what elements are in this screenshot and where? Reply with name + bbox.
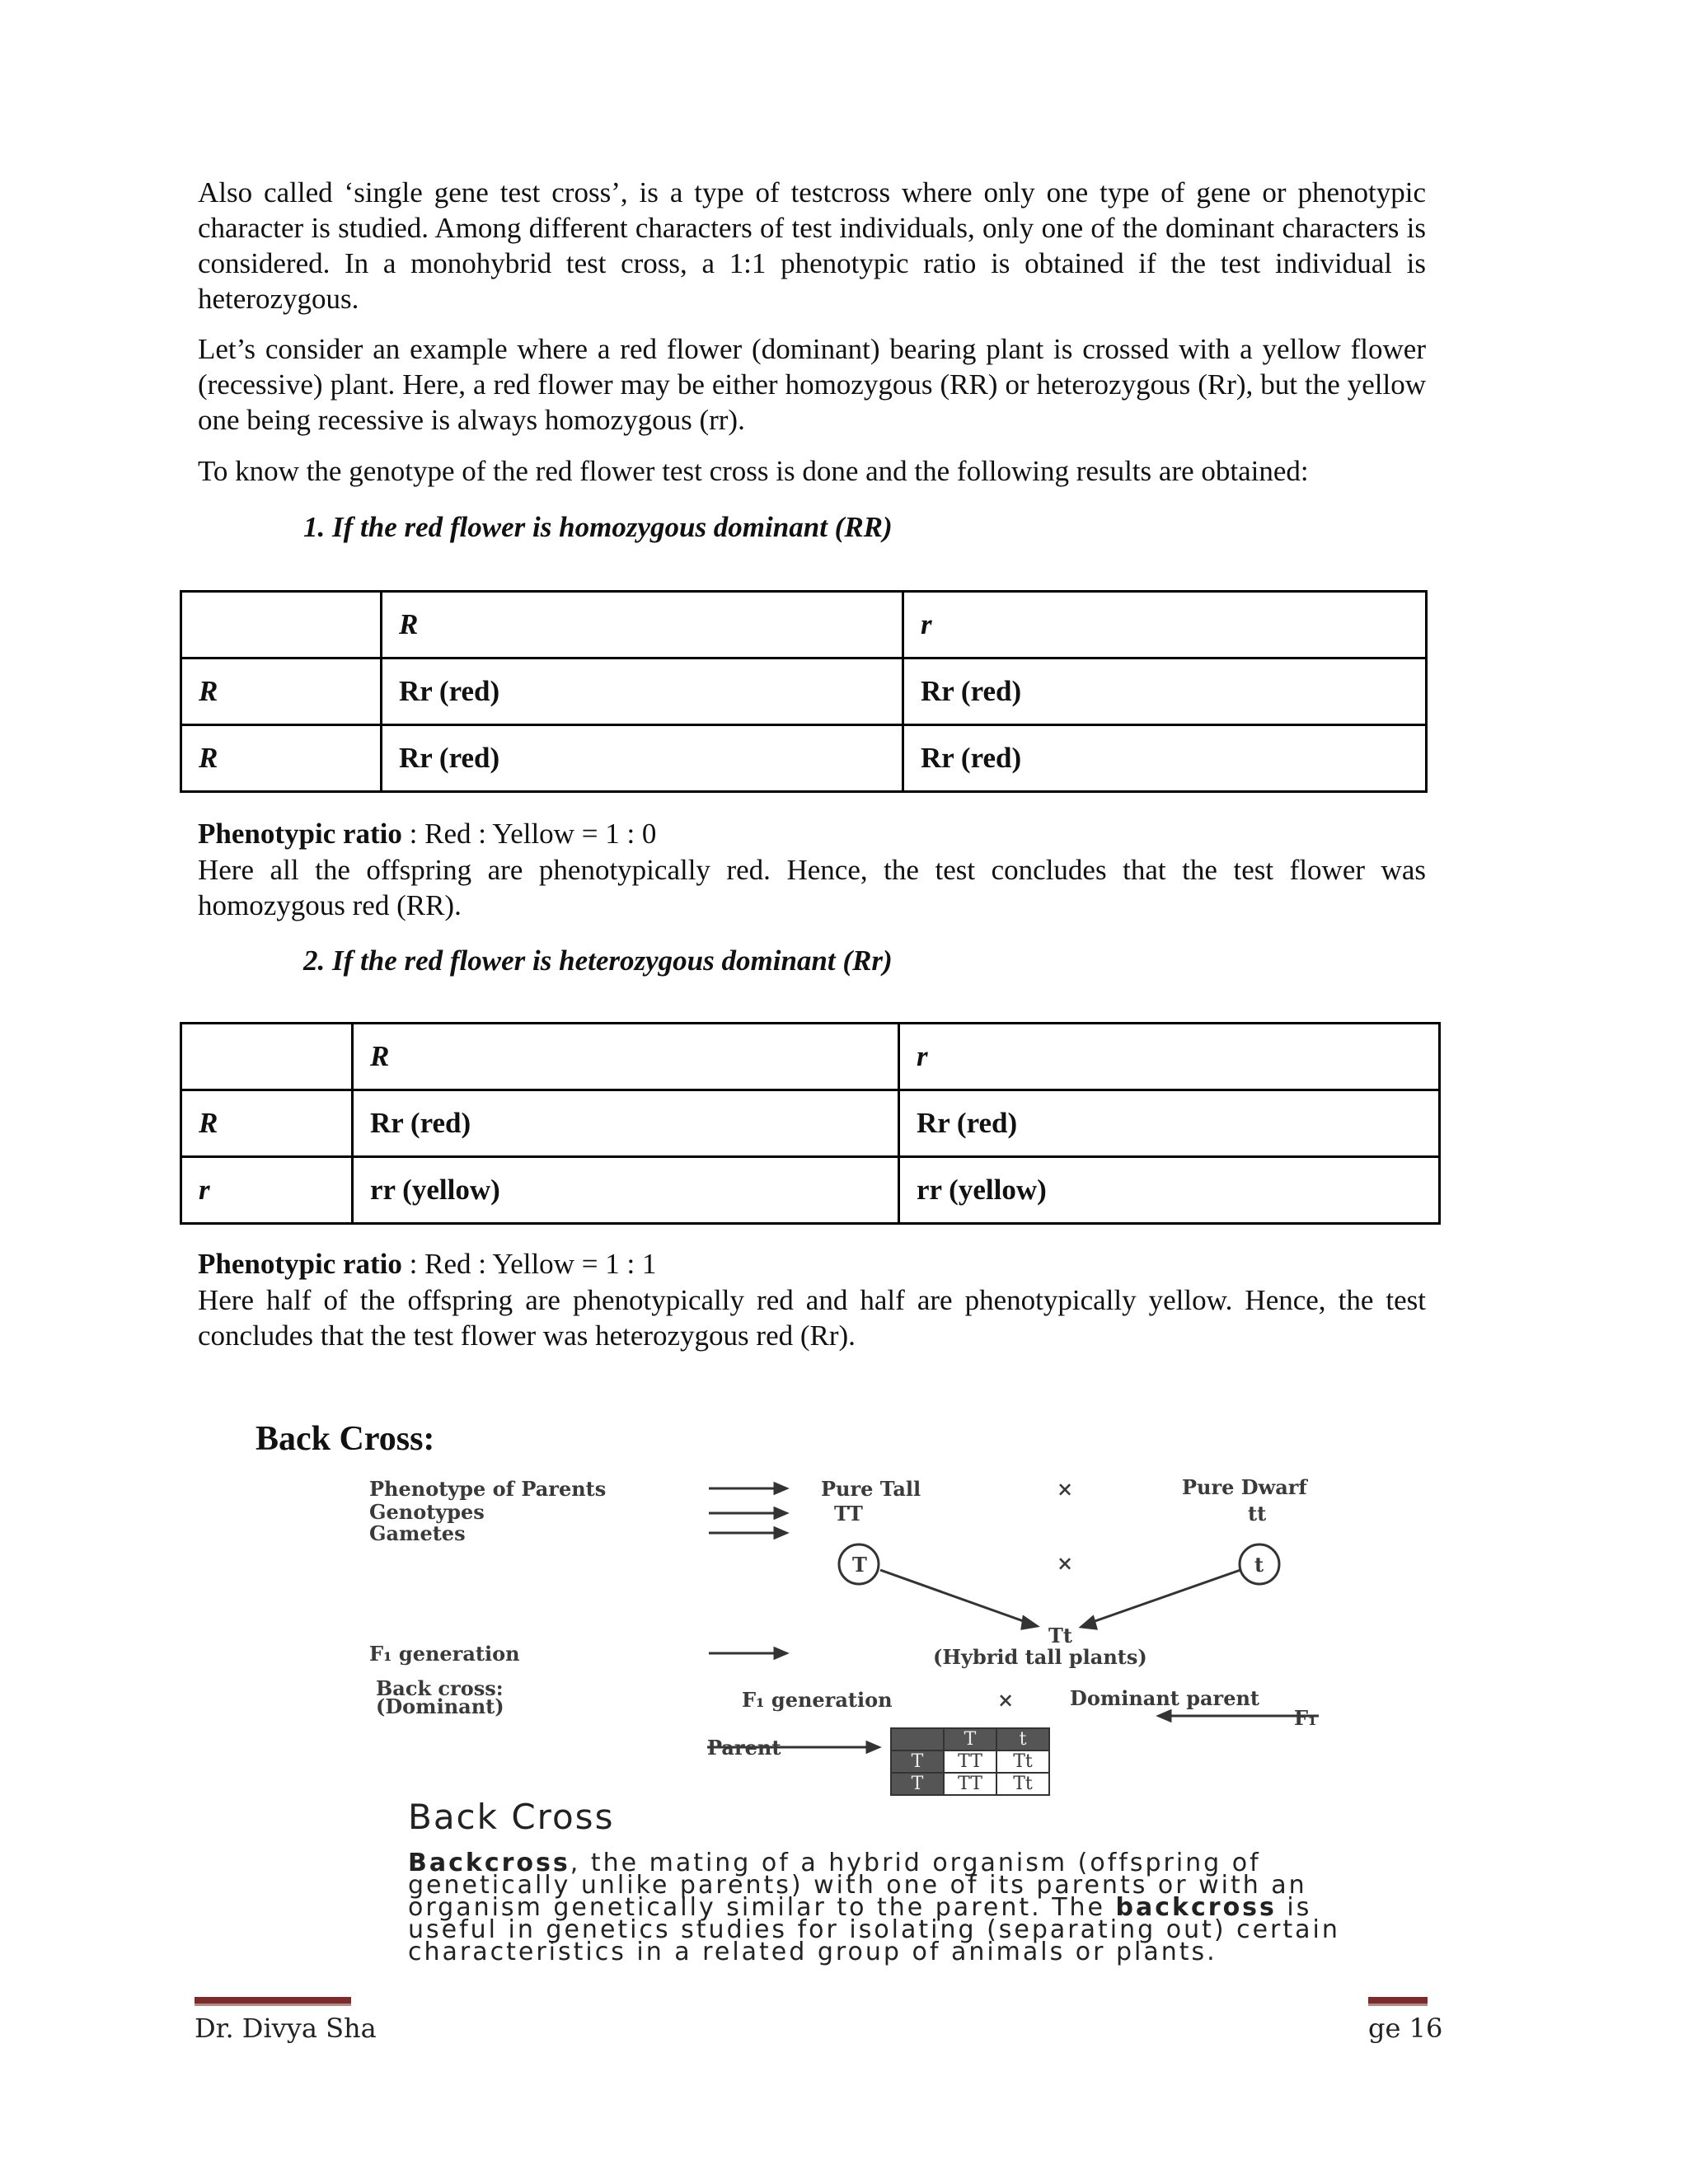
procedure-paragraph: To know the genotype of the red flower test cross is done and the following results are obtained: [198,455,1309,487]
f1-generation-label: F₁ generation [369,1642,520,1666]
case1-heading: 1. If the red flower is homozygous dominant (RR) [303,511,893,543]
table-cell: Rr (red) [382,725,903,792]
backcross-cross-sign: × [997,1688,1015,1712]
case2-punnett-table [180,1022,1441,1225]
grid-row [891,1750,1049,1773]
dwarf-gamete: t [1254,1553,1264,1577]
tall-gamete: T [852,1553,867,1577]
definition-body: , the mating of a hybrid organism (offspring of genetically unlike parents) with one of its parents or with an organism genetically similar to the parent. [408,1849,1307,1922]
intro-paragraph: Also called ‘single gene test cross’, is a type of testcross where only one type of gene or phenotypic character is studied. Among different characters of test individuals, only one of the dominant characters is considered. In a monohybrid test cross, a 1:1 phenotypic ratio is obtained if the test individual is heterozygous. [198,176,1426,315]
ratio-label: Phenotypic ratio [198,818,402,850]
backcross-definition [408,1797,1348,1966]
ratio-label: Phenotypic ratio [198,1248,402,1280]
case1-ratio [198,816,1426,851]
grid-row-header: T [891,1773,944,1795]
footer-rule-left [195,1997,351,2006]
f1-genotype: Tt [1048,1624,1072,1647]
example-paragraph: Let’s consider an example where a red flower (dominant) bearing plant is crossed with a yellow flower (recessive) plant. Here, a red flower may be either homozygous (RR) or heterozygous (Rr), but the yellow one being recessive is always homozygous (rr). [198,333,1426,436]
definition-text [408,1849,1348,1966]
definition-term-2: backcross [1115,1893,1277,1922]
phenotype-label: Phenotype of Parents [369,1477,607,1501]
table-cell: rr (yellow) [353,1157,899,1224]
grid-cell: Tt [996,1750,1049,1773]
pure-dwarf-label: Pure Dwarf [1182,1475,1307,1499]
col-header: r [899,1024,1440,1090]
tall-genotype: TT [834,1502,863,1526]
backcross-label: Back cross: [376,1676,504,1700]
table-cell: Rr (red) [382,658,903,725]
case1-punnett-table [180,590,1428,793]
table-row [181,725,1427,792]
case2-conclusion: Here half of the offspring are phenotypically red and half are phenotypically yellow. Hence, the test concludes that the test flower was heterozygous red (Rr). [198,1284,1426,1352]
corner-cell [181,592,382,658]
col-header: r [903,592,1427,658]
grid-col-header: t [996,1728,1049,1750]
dwarf-genotype: tt [1248,1502,1267,1526]
back-cross-title: Back Cross: [256,1420,435,1458]
table-cell: Rr (red) [903,725,1427,792]
pure-tall-label: Pure Tall [821,1477,921,1501]
definition-heading: Back Cross [408,1797,615,1837]
col-header: R [353,1024,899,1090]
grid-corner [891,1728,944,1750]
ratio-value: : Red : Yellow = 1 : 1 [401,1248,657,1280]
table-row [181,1157,1440,1224]
f1-description: (Hybrid tall plants) [933,1645,1147,1669]
grid-cell: TT [944,1750,996,1773]
grid-cell: TT [944,1773,996,1795]
gamete-cross-sign: × [1057,1551,1074,1575]
parent-label: Parent [707,1736,781,1760]
row-header: R [181,658,382,725]
grid-header-row [891,1728,1049,1750]
table-row [181,1090,1440,1157]
footer-rule-right [1368,1997,1428,2006]
row-header: r [181,1157,353,1224]
gametes-label: Gametes [369,1521,466,1545]
row-header: R [181,725,382,792]
case1-conclusion: Here all the offspring are phenotypically red. Hence, the test concludes that the test flower was homozygous red (RR). [198,854,1426,921]
table-cell: Rr (red) [899,1090,1440,1157]
f1-generation-label-2: F₁ generation [742,1688,893,1712]
corner-cell [181,1024,353,1090]
backcross-grid [890,1727,1050,1796]
genotypes-label: Genotypes [369,1500,485,1524]
col-header: R [382,592,903,658]
table-header-row [181,592,1427,658]
grid-row-header: T [891,1750,944,1773]
definition-body-2: is useful in genetics studies for isolating (separating out) certain characteristics in a related group of animals or plants. [408,1893,1340,1966]
grid-cell: Tt [996,1773,1049,1795]
grid-row [891,1773,1049,1795]
ratio-value: : Red : Yellow = 1 : 0 [401,818,657,850]
cross-sign: × [1057,1477,1074,1501]
table-header-row [181,1024,1440,1090]
table-row [181,658,1427,725]
table-cell: rr (yellow) [899,1157,1440,1224]
f1-arrow-label: F₁ [1294,1706,1317,1730]
footer-page-number: ge 16 [1368,2013,1443,2044]
grid-col-header: T [944,1728,996,1750]
case2-heading: 2. If the red flower is heterozygous dominant (Rr) [303,944,893,977]
definition-body-2-pre: The [1052,1893,1116,1922]
table-cell: Rr (red) [353,1090,899,1157]
backcross-type: (Dominant) [376,1694,504,1718]
back-cross-diagram [346,1475,1376,1794]
case2-ratio [198,1246,1426,1282]
row-header: R [181,1090,353,1157]
definition-term: Backcross [408,1849,570,1877]
dominant-parent-label: Dominant parent [1070,1686,1260,1710]
footer-author: Dr. Divya Sha [195,2013,377,2044]
table-cell: Rr (red) [903,658,1427,725]
